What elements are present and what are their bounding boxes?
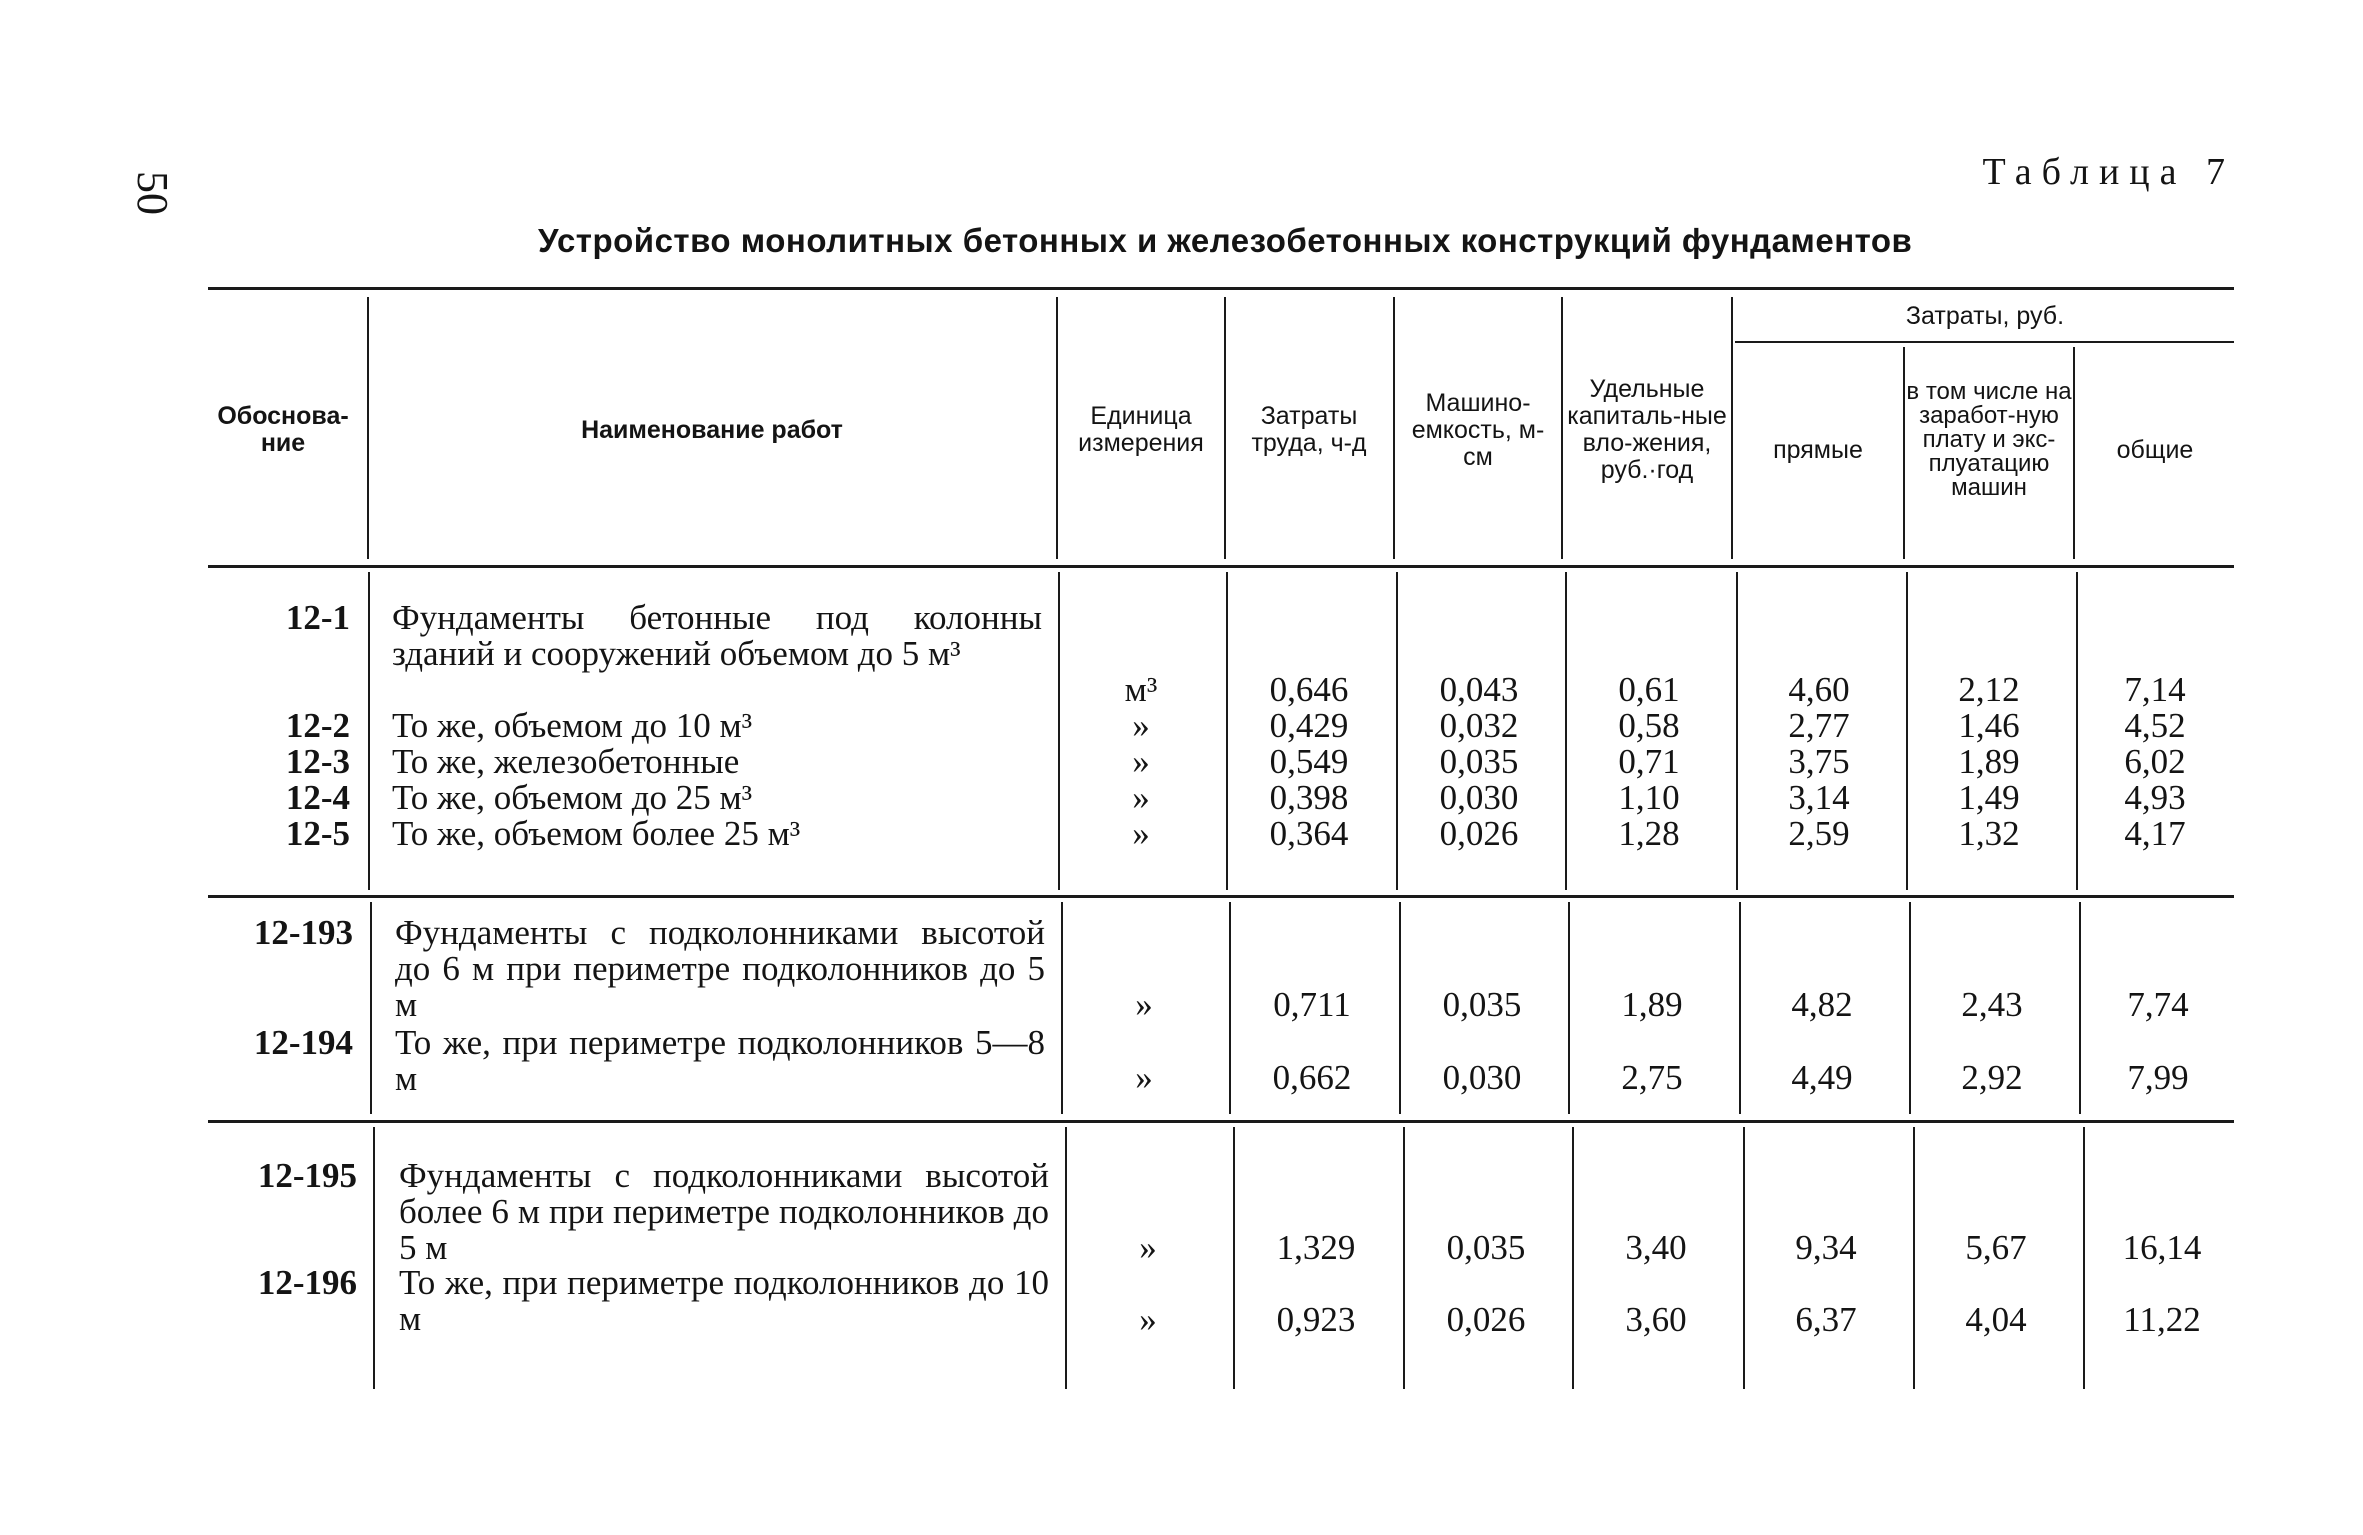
row-name: То же, железобетонные <box>392 742 740 781</box>
row-capital: 3,40 <box>1625 1228 1687 1267</box>
row-wages: 5,67 <box>1965 1228 2027 1267</box>
row-name: То же, при периметре подколонников 5—8 м <box>395 1023 1045 1098</box>
row-machine: 0,026 <box>1446 1300 1526 1339</box>
row-wages: 2,43 <box>1961 985 2023 1024</box>
row-direct: 4,82 <box>1791 985 1853 1024</box>
row-unit: » <box>1132 706 1150 745</box>
header-labor: Затраты труда, ч-д <box>1251 402 1367 457</box>
row-total: 4,17 <box>2124 814 2186 853</box>
row-capital: 1,10 <box>1618 778 1680 817</box>
row-code: 12-4 <box>285 778 350 817</box>
header-costs-group: Затраты, руб. <box>1905 301 2065 330</box>
row-unit: » <box>1139 1228 1157 1267</box>
row-labor: 0,549 <box>1269 742 1349 781</box>
row-machine: 0,026 <box>1439 814 1519 853</box>
row-wages: 1,32 <box>1958 814 2020 853</box>
row-direct: 4,60 <box>1788 670 1850 709</box>
row-unit: » <box>1132 814 1150 853</box>
row-machine: 0,043 <box>1439 670 1519 709</box>
row-labor: 0,923 <box>1276 1300 1356 1339</box>
row-name: То же, при периметре подколонников до 10 м <box>399 1263 1049 1338</box>
row-direct: 4,49 <box>1791 1058 1853 1097</box>
row-unit: » <box>1139 1300 1157 1339</box>
row-unit: » <box>1135 985 1153 1024</box>
row-total: 7,74 <box>2127 985 2189 1024</box>
table-title: Устройство монолитных бетонных и железобетонных конструкций фундаментов <box>538 222 1913 259</box>
row-machine: 0,030 <box>1439 778 1519 817</box>
row-name: Фундаменты с подколонниками высотой до 6 м при периметре подколонников до 5 м <box>395 913 1045 1024</box>
row-name: То же, объемом до 10 м³ <box>392 706 753 745</box>
row-total: 6,02 <box>2124 742 2186 781</box>
table-label: Таблица 7 <box>1982 151 2235 193</box>
row-direct: 3,75 <box>1788 742 1850 781</box>
row-total: 4,52 <box>2124 706 2186 745</box>
row-name: То же, объемом до 25 м³ <box>392 778 753 817</box>
row-total: 4,93 <box>2124 778 2186 817</box>
row-code: 12-194 <box>253 1023 353 1062</box>
row-labor: 0,364 <box>1269 814 1349 853</box>
header-total: общие <box>2116 435 2194 464</box>
row-name: Фундаменты с подколонниками высотой более 6 м при периметре подколонников до 5 м <box>399 1156 1049 1267</box>
header-incl-wages: в том числе на заработ-ную плату и экс-плуатацию машин <box>1906 378 2072 501</box>
header-unit: Единица измерения <box>1078 402 1204 457</box>
row-machine: 0,032 <box>1439 706 1519 745</box>
row-unit: » <box>1132 778 1150 817</box>
row-machine: 0,035 <box>1439 742 1519 781</box>
row-code: 12-195 <box>257 1156 357 1195</box>
row-unit: » <box>1135 1058 1153 1097</box>
row-capital: 0,71 <box>1618 742 1680 781</box>
row-capital: 1,89 <box>1621 985 1683 1024</box>
row-name: Фундаменты бетонные под колонны зданий и сооружений объемом до 5 м³ <box>392 598 1042 673</box>
row-capital: 1,28 <box>1618 814 1680 853</box>
row-wages: 2,12 <box>1958 670 2020 709</box>
row-total: 7,99 <box>2127 1058 2189 1097</box>
row-machine: 0,035 <box>1442 985 1522 1024</box>
row-capital: 0,58 <box>1618 706 1680 745</box>
header-name: Наименование работ <box>581 415 843 444</box>
row-wages: 1,46 <box>1958 706 2020 745</box>
row-code: 12-196 <box>257 1263 357 1302</box>
row-direct: 2,59 <box>1788 814 1850 853</box>
row-unit: м³ <box>1124 670 1158 709</box>
row-machine: 0,035 <box>1446 1228 1526 1267</box>
row-direct: 9,34 <box>1795 1228 1857 1267</box>
row-unit: » <box>1132 742 1150 781</box>
row-code: 12-2 <box>285 706 350 745</box>
row-code: 12-3 <box>285 742 350 781</box>
header-basis: Обоснова-ние <box>217 402 349 457</box>
header-capital: Удельные капиталь-ные вло-жения, руб.·год <box>1567 375 1727 484</box>
row-total: 11,22 <box>2123 1300 2201 1339</box>
row-labor: 0,398 <box>1269 778 1349 817</box>
row-labor: 0,711 <box>1273 985 1351 1024</box>
row-name: То же, объемом более 25 м³ <box>392 814 801 853</box>
row-wages: 1,49 <box>1958 778 2020 817</box>
row-labor: 0,429 <box>1269 706 1349 745</box>
row-code: 12-1 <box>285 598 350 637</box>
row-direct: 2,77 <box>1788 706 1850 745</box>
row-code: 12-5 <box>285 814 350 853</box>
row-capital: 2,75 <box>1621 1058 1683 1097</box>
row-total: 16,14 <box>2122 1228 2202 1267</box>
row-code: 12-193 <box>253 913 353 952</box>
row-total: 7,14 <box>2124 670 2186 709</box>
row-labor: 0,646 <box>1269 670 1349 709</box>
row-labor: 0,662 <box>1272 1058 1352 1097</box>
row-capital: 3,60 <box>1625 1300 1687 1339</box>
header-direct: прямые <box>1773 435 1863 464</box>
row-wages: 2,92 <box>1961 1058 2023 1097</box>
row-capital: 0,61 <box>1618 670 1680 709</box>
header-machine: Машино-емкость, м-см <box>1411 388 1545 471</box>
row-wages: 1,89 <box>1958 742 2020 781</box>
page-number: 50 <box>128 171 177 215</box>
row-labor: 1,329 <box>1276 1228 1356 1267</box>
row-direct: 6,37 <box>1795 1300 1857 1339</box>
row-machine: 0,030 <box>1442 1058 1522 1097</box>
row-wages: 4,04 <box>1965 1300 2027 1339</box>
row-direct: 3,14 <box>1788 778 1850 817</box>
